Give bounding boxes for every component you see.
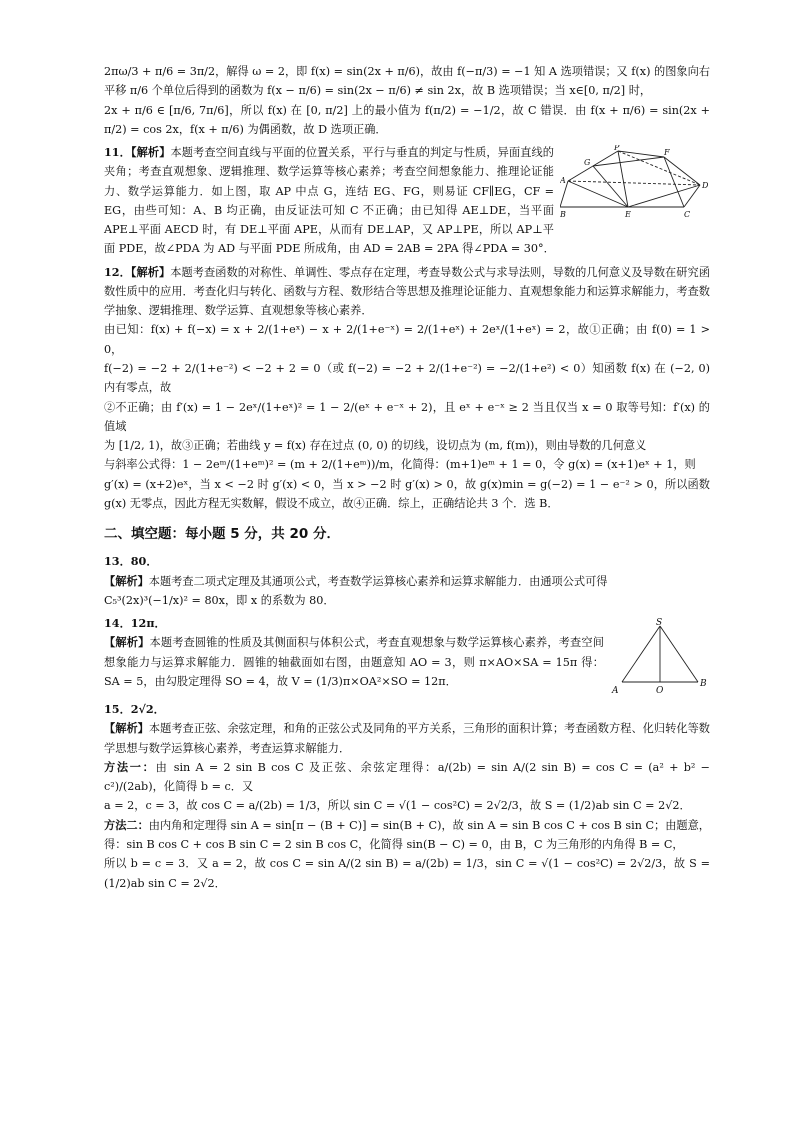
q12-number: 12． [104, 264, 131, 279]
pyramid-figure [560, 145, 710, 225]
q14-answer: 14．12π． [104, 616, 166, 631]
label-a: A [612, 686, 619, 697]
q10-continuation-2: 2x + π/6 ∈ [π/6, 7π/6]，所以 f(x) 在 [0, π/2] 上的最小值为 f(π/2) = −1/2，故 C 错误．由 f(x + π/6) = sin(2x + π/2) = cos 2x，f(x + π/6) 为偶函数，故 D 选项正确． [104, 103, 710, 136]
q11-analysis-tag: 【解析】 [130, 145, 171, 160]
method-2-line-1: 由内角和定理得 sin A = sin[π − (B + C)] = sin(B + C)，故 sin A = sin B cos C + cos B sin C；由题意，得：sin B cos C + cos B sin C = 2 sin B cos C，化简得 sin(B − C) = 0，由 B，C 为三角形的内角得 B = C， [104, 818, 710, 851]
method-2-label: 方法二： [104, 817, 149, 832]
edge-gf [593, 157, 664, 166]
label-e: E [625, 210, 631, 220]
label-p: P [614, 145, 620, 153]
q15-analysis-tag: 【解析】 [104, 721, 149, 736]
q13-answer: 13．80． [104, 554, 158, 569]
q13-text: 本题考查二项式定理及其通项公式，考查数学运算核心素养和运算求解能力．由通项公式可得 [148, 574, 608, 588]
method-1-label: 方法一： [104, 759, 156, 774]
q14-analysis-tag: 【解析】 [104, 635, 150, 650]
label-d: D [702, 181, 709, 191]
q15-answer: 15．2√2． [104, 702, 165, 717]
method-1-line-1: 由 sin A = 2 sin B cos C 及正弦、余弦定理得：a/(2b) = sin A/(2 sin B) = cos C = (a² + b² − c²)/(2ab)，化简得 b = c．又 [104, 760, 710, 794]
answer-page [104, 62, 710, 893]
label-c: C [684, 210, 691, 220]
q14-block [104, 614, 710, 697]
method-2-line-2: 所以 b = c = 3．又 a = 2，故 cos C = sin A/(2 sin B) = a/(2b) = 1/3，sin C = √(1 − cos²C) = 2√2/3，故 S = (1/2)ab sin C = 2√2． [104, 857, 710, 890]
label-f: F [664, 148, 670, 158]
q11-block [104, 143, 710, 259]
q12-line-5: 与斜率公式得：1 − 2eᵐ/(1+eᵐ)² = (m + 2/(1+eᵐ))/m，化简得：(m+1)eᵐ + 1 = 0，令 g(x) = (x+1)eˣ + 1，则 [104, 458, 696, 472]
q12-analysis-tag: 【解析】 [130, 264, 171, 279]
q13-formula: C₅³(2x)³(−1/x)² = 80x，即 x 的系数为 80． [104, 593, 335, 607]
edge-sb [660, 626, 698, 682]
q13-block [104, 552, 710, 610]
q12-block [104, 263, 710, 513]
q12-line-3: ②不正确；由 f′(x) = 1 − 2eˣ/(1+eˣ)² = 1 − 2/(eˣ + e⁻ˣ + 2)，且 eˣ + e⁻ˣ ≥ 2 当且仅当 x = 0 取等号知：f′(x) 的值域 [104, 400, 710, 433]
edge-eg [593, 166, 628, 207]
label-s: S [656, 618, 663, 629]
edge-sa [622, 626, 660, 682]
label-a: A [560, 176, 566, 186]
q15-text: 本题考查正弦、余弦定理，和角的正弦公式及同角的平方关系，三角形的面积计算；考查函数方程、化归转化等数学思想与数学运算核心素养，考查运算求解能力． [104, 722, 710, 755]
q13-analysis-tag: 【解析】 [104, 573, 149, 588]
q12-line-4: 为 [1/2, 1)，故③正确；若曲线 y = f(x) 存在过点 (0, 0) 的切线，设切点为 (m, f(m))，则由导数的几何意义 [104, 439, 647, 453]
q14-text: 本题考查圆锥的性质及其侧面积与体积公式，考查直观想象与数学运算核心素养，考查空间想象能力与运算求解能力．圆锥的轴截面如右图，由题意知 AO = 3，则 π×AO×SA = 15π 得：SA = 5，由勾股定理得 SO = 4，故 V = (1/3)π×OA²×SO = 12π． [104, 636, 604, 688]
section-heading: 二、填空题：每小题 5 分，共 20 分． [104, 526, 340, 543]
label-b: B [700, 679, 707, 690]
q12-line-1: 由已知：f(x) + f(−x) = x + 2/(1+eˣ) − x + 2/(1+e⁻ˣ) = 2/(1+eˣ) + 2eˣ/(1+eˣ) = 2，故①正确；由 f(0) = 1 > 0， [104, 323, 710, 356]
cone-section-figure [610, 618, 710, 698]
label-g: G [584, 158, 591, 168]
edge-pe [618, 151, 628, 207]
method-1-line-2: a = 2，c = 3，故 cos C = a/(2b) = 1/3，所以 sin C = √(1 − cos²C) = 2√2/3，故 S = (1/2)ab sin C = 2√2． [104, 799, 691, 813]
label-b: B [560, 210, 566, 220]
q12-line-2: f(−2) = −2 + 2/(1+e⁻²) < −2 + 2 = 0（或 f(−2) = −2 + 2/(1+e⁻²) = −2/(1+e²) < 0）知函数 f(x) 在 (−2, 0) 内有零点，故 [104, 361, 710, 395]
edge-ad-dashed [568, 181, 700, 185]
q12-line-6: g′(x) = (x+2)eˣ，当 x < −2 时 g′(x) < 0，当 x > −2 时 g′(x) > 0，故 g(x)min = g(−2) = 1 − e⁻² > 0，所以函数 g(x) 无零点，因此方程无实数解，假设不成立，故④正确．综上，正确结论共 3 个．选 B． [104, 477, 710, 510]
label-o: O [656, 686, 664, 697]
edge-ae [568, 181, 628, 207]
q11-text: 本题考查空间直线与平面的位置关系，平行与垂直的判定与性质，异面直线的夹角；考查直观想象、逻辑推理、数学运算等核心素养；考查空间想象能力、推理论证能力、数学运算能力．如上图，取 AP 中点 G，连结 EG、FG，则易证 CF∥EG，CF = EG，由些可知：A、B 均正确，由反证法可知 C 不正确；由已知得 AE⊥DE，当平面 APE⊥平面 AECD 时，有 DE⊥平面 APE，从而有 DE⊥AP，又 AP⊥PE，所以 AP⊥平面 PDE，故∠PDA 为 AD 与平面 PDE 所成角，由 AD = 2AB = 2PA 得∠PDA = 30°． [104, 146, 555, 256]
q10-continuation-1: 2πω/3 + π/6 = 3π/2，解得 ω = 2，即 f(x) = sin(2x + π/6)，故由 f(−π/3) = −1 知 A 选项错误；又 f(x) 的图象向右平移 π/6 个单位后得到的函数为 f(x − π/6) = sin(2x − π/6) ≠ sin 2x，故 B 选项错误；当 x∈[0, π/2] 时， [104, 65, 710, 98]
q15-block [104, 700, 710, 893]
edge-de [628, 185, 700, 207]
edge-cd [684, 185, 700, 207]
q11-number: 11． [104, 145, 131, 160]
q12-intro: 本题考查函数的对称性、单调性、零点存在定理，考查导数公式与求导法则，导数的几何意义及导数在研究函数性质中的应用．考查化归与转化、函数与方程、数形结合等思想及推理论证能力、直观想象能力和运算求解能力，考查数学抽象、逻辑推理、数学运算、直观想象等核心素养． [104, 265, 710, 318]
